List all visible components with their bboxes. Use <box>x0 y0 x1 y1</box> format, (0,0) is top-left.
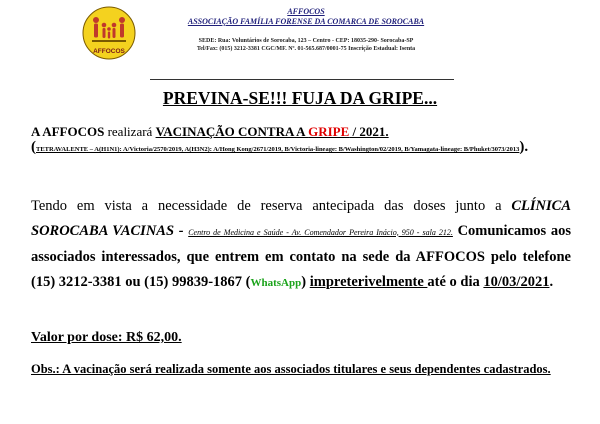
price-per-dose: Valor por dose: R$ 62,00. <box>31 330 182 345</box>
clinic-address: Centro de Medicina e Saúde - Av. Comendador Pereira Inácio, 950 - sala 212. <box>188 227 453 237</box>
family-logo-icon <box>82 6 136 60</box>
logo-text: AFFOCOS <box>93 48 125 55</box>
letterhead <box>150 7 462 53</box>
announcement-line <box>31 124 571 140</box>
org-name: A AFFOCOS <box>31 124 105 139</box>
letterhead-divider <box>150 79 454 80</box>
body-intro: Tendo em vista a necessidade de reserva antecipada das doses junto a <box>31 198 512 214</box>
clinic-name: CLÍNICA SOROCABA VACINAS - <box>31 198 571 239</box>
page-title: PREVINA-SE!!! FUJA DA GRIPE... <box>162 88 438 108</box>
letterhead-short-name: AFFOCOS <box>287 7 325 16</box>
strains-text: TETRAVALENTE – A(H1N1): A/Victoria/2570/2019, A(H3N2): A/Hong Kong/2671/2019, B/Victoria-lineage: B/Washington/02/2019, B/Yamagata-lineage: B/Phuket/3073/2013 <box>36 146 520 153</box>
letterhead-full-name: ASSOCIAÇÃO FAMÍLIA FORENSE DA COMARCA DE SOROCABA <box>187 17 425 26</box>
whatsapp-label: WhatsApp <box>250 276 302 289</box>
deadline-prefix: até o dia <box>427 273 484 290</box>
flu-word: GRIPE <box>308 124 350 139</box>
observation-note: Obs.: A vacinação será realizada somente aos associados titulares e seus dependentes cadastrados. <box>31 362 551 376</box>
vaccination-label: VACINAÇÃO CONTRA A GRIPE / 2021. <box>155 124 389 139</box>
urgency-word: impreterivelmente <box>309 273 428 290</box>
deadline-date: 10/03/2021 <box>483 273 550 290</box>
vaccine-strains: (TETRAVALENTE – A(H1N1): A/Victoria/2570/2019, A(H3N2): A/Hong Kong/2671/2019, B/Victoria-lineage: B/Washington/02/2019, B/Yamagata-lineage: B/Phuket/3073/2013). <box>31 139 529 155</box>
body-paragraph: Tendo em vista a necessidade de reserva antecipada das doses junto a CLÍNICA SOROCABA VACINAS - Centro de Medicina e Saúde - Av. Comendador Pereira Inácio, 950 - sala 212. Comunicamos aos associados interessados, que entrem em contato na sede da AFFOCOS pelo telefone (15) 3212-3381 ou (15) 99839-1867 (WhatsApp) impreterivelmente até o dia 10/03/2021. <box>31 198 571 290</box>
letterhead-contact: Tel/Fax: (015) 3212-3381 CGC/MF. Nº. 01-565.687/0001-75 Inscrição Estadual: Isenta <box>196 46 416 52</box>
letterhead-address: SEDE: Rua: Voluntários de Sorocaba, 123 – Centro - CEP: 18035-290- Sorocaba-SP <box>198 38 414 44</box>
contact-text: Comunicamos aos associados interessados, que entrem em contato na sede da AFFOCOS pelo telefone (15) 3212-3381 ou (15) 99839-1867 ( <box>31 222 571 290</box>
announcement-verb: realizará <box>104 124 156 139</box>
